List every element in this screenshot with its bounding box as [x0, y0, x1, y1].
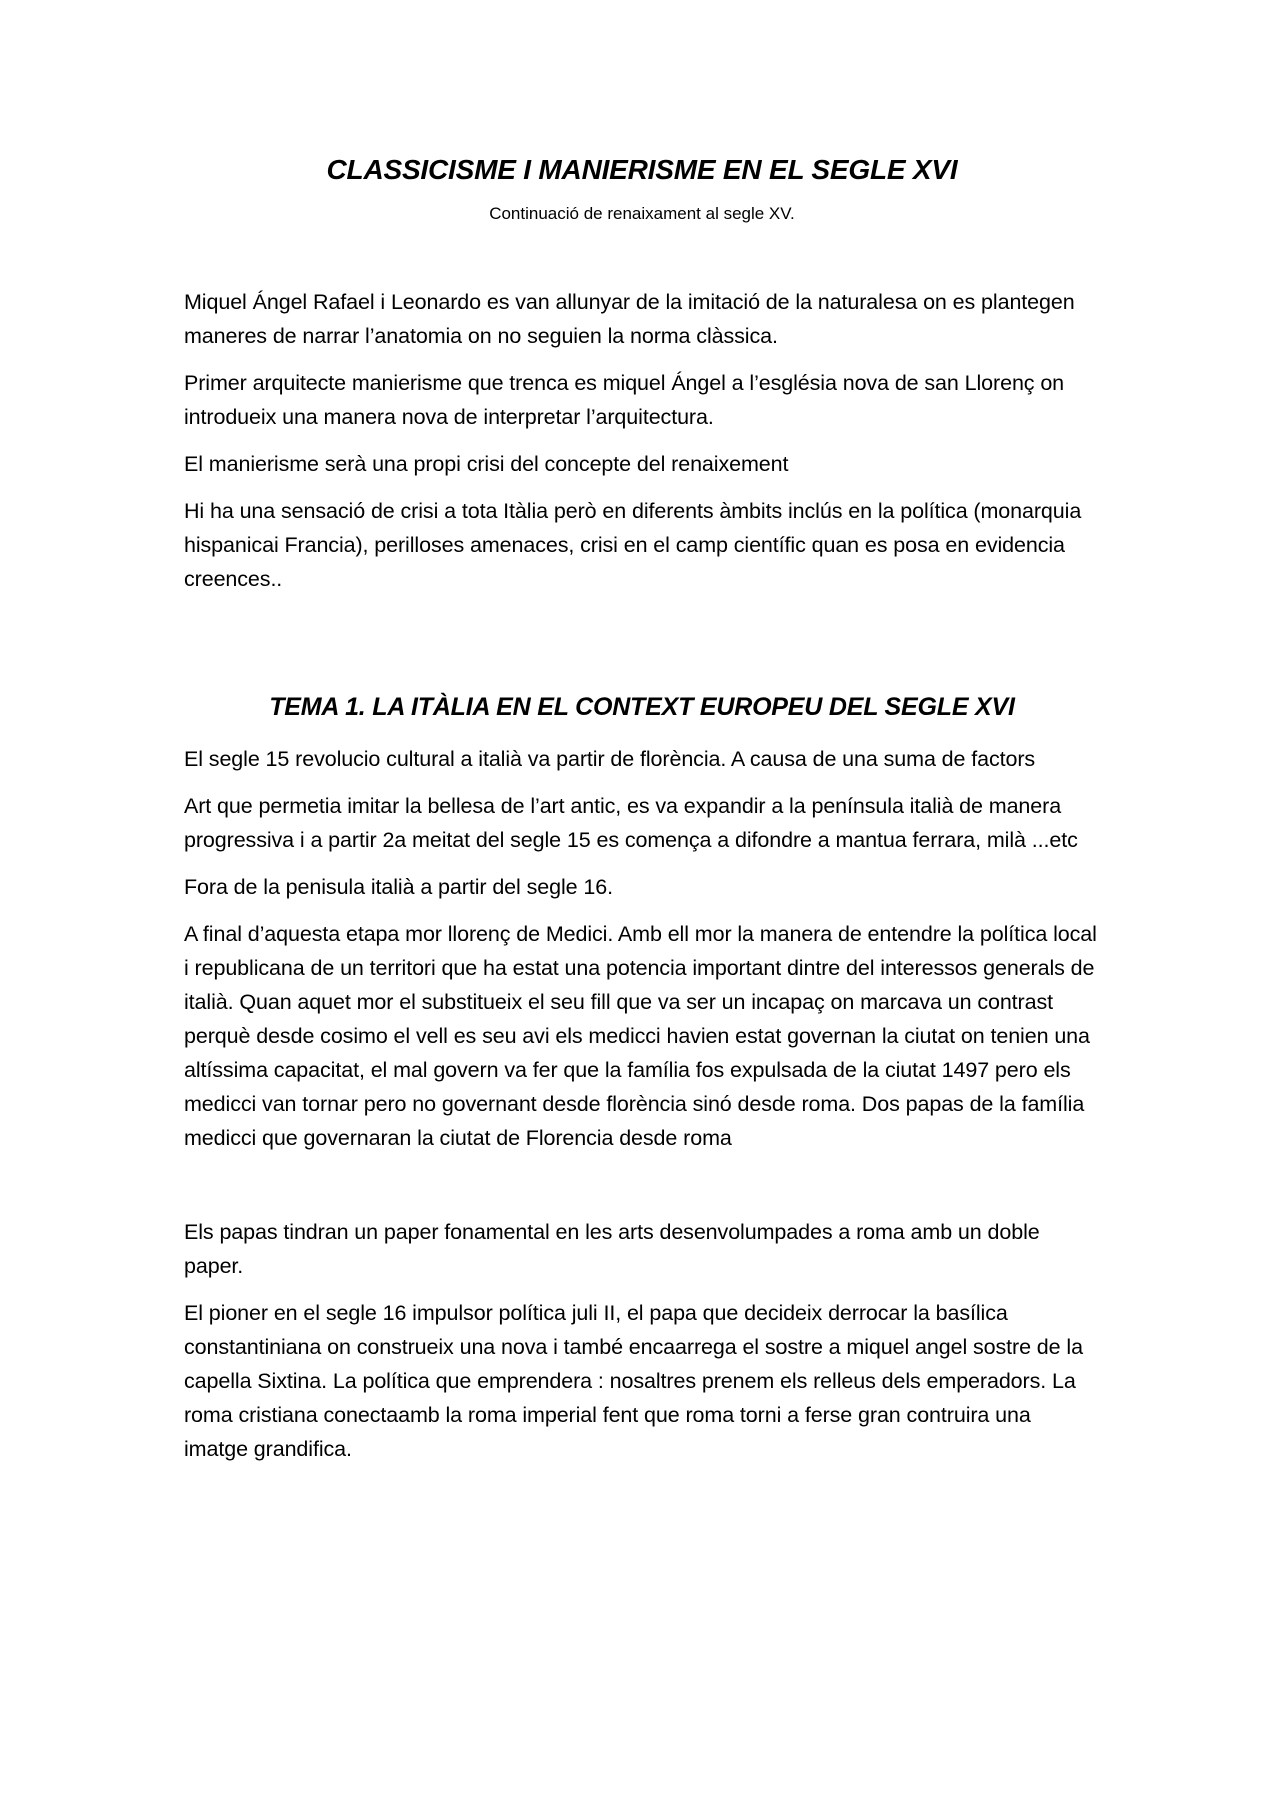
section-paragraph-6: El pioner en el segle 16 impulsor política juli II, el papa que decideix derrocar la basílica constantiniana on construeix una nova i també encaarrega el sostre a miquel angel sostre de la capella Sixtina. La política que emprendera : nosaltres prenem els relleus dels emperadors. La roma cristiana conectaamb la roma imperial fent que roma torni a ferse gran contruira una imatge grandifica. [184, 1300, 1083, 1461]
intro-section [184, 285, 1100, 596]
intro-paragraph-4: Hi ha una sensació de crisi a tota Itàlia però en diferents àmbits inclús en la política (monarquia hispanicai Francia), perilloses amenaces, crisi en el camp científic quan es posa en evidencia creences.. [184, 499, 1082, 592]
section-paragraph-3: Fora de la penisula italià a partir del segle 16. [184, 874, 613, 899]
section-paragraph-2: Art que permetia imitar la bellesa de l’art antic, es va expandir a la península italià de manera progressiva i a partir 2a meitat del segle 15 es comença a difondre a mantua ferrara, milà ...etc [184, 793, 1078, 852]
document-subtitle: Continuació de renaixament al segle XV. [489, 204, 795, 223]
intro-paragraph-1: Miquel Ángel Rafael i Leonardo es van allunyar de la imitació de la naturalesa on es plantegen maneres de narrar l’anatomia on no seguien la norma clàssica. [184, 290, 1075, 349]
section-paragraph-5: Els papas tindran un paper fonamental en les arts desenvolumpades a roma amb un doble paper. [184, 1219, 1040, 1278]
section-body [184, 742, 1100, 1466]
paragraph-gap [184, 1168, 1100, 1215]
section-heading: TEMA 1. LA ITÀLIA EN EL CONTEXT EUROPEU DEL SEGLE XVI [269, 693, 1015, 722]
intro-paragraph-3: El manierisme serà una propi crisi del concepte del renaixement [184, 452, 789, 477]
section-paragraph-4: A final d’aquesta etapa mor llorenç de Medici. Amb ell mor la manera de entendre la política local i republicana de un territori que ha estat una potencia important dintre del interessos generals de italià. Quan aquet mor el substitueix el seu fill que va ser un incapaç on marcava un contrast perquè desde cosimo el vell es seu avi els medicci havien estat governan la ciutat on tenien una altíssima capacitat, el mal govern va fer que la família fos expulsada de la ciutat 1497 pero els medicci van tornar pero no governant desde florència sinó desde roma. Dos papas de la família medicci que governaran la ciutat de Florencia desde roma [184, 921, 1097, 1150]
section-paragraph-1: El segle 15 revolucio cultural a italià va partir de florència. A causa de una suma de factors [184, 746, 1036, 771]
document-title: CLASSICISME I MANIERISME EN EL SEGLE XVI [326, 154, 958, 185]
intro-paragraph-2: Primer arquitecte manierisme que trenca es miquel Ángel a l’església nova de san Llorenç on introdueix una manera nova de interpretar l’arquitectura. [184, 371, 1065, 430]
